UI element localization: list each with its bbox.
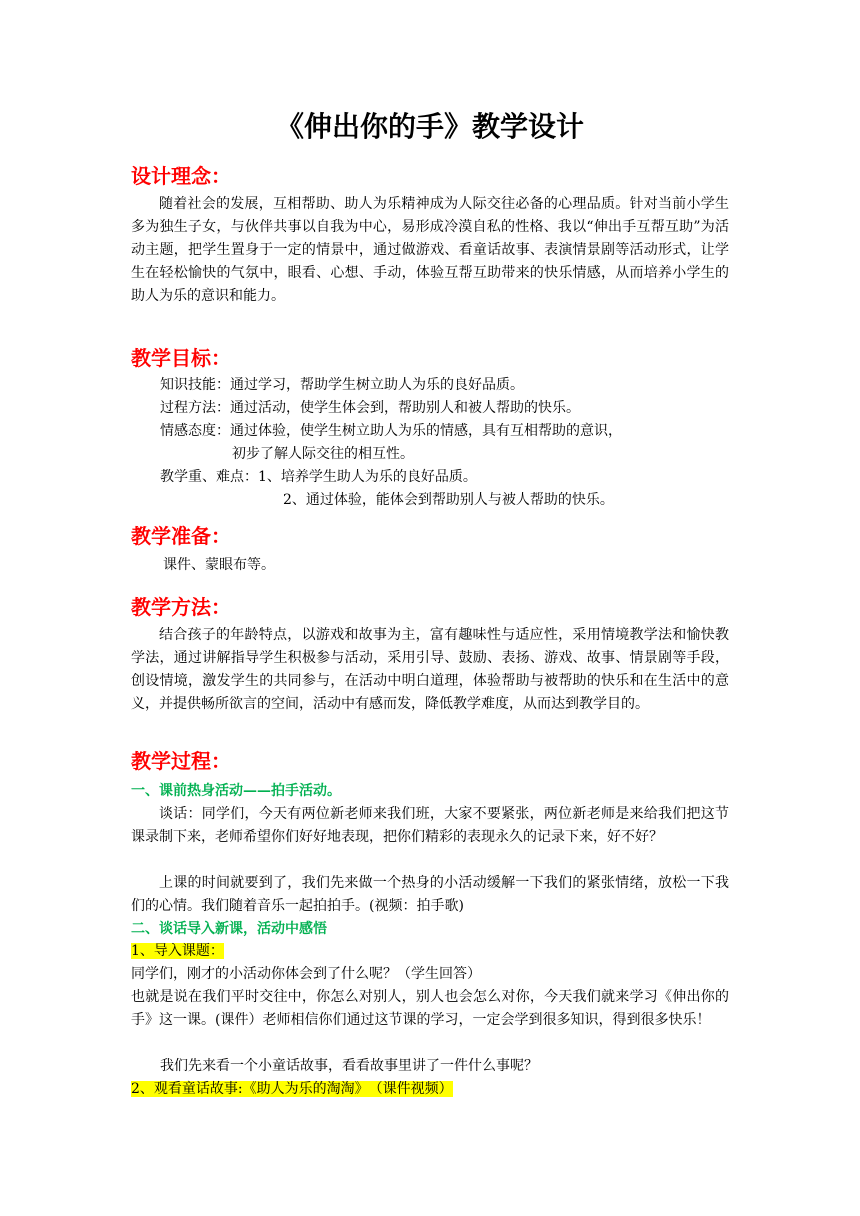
procedure-step2-title	[131, 1078, 453, 1101]
goal-emotion-line1: 情感态度：通过体验，使学生树立助人为乐的情感，具有互相帮助的意识，	[160, 423, 622, 439]
goal-key-point-2: 2、通过体验，能体会到帮助别人与被人帮助的快乐。	[283, 492, 614, 508]
heading-procedure: 教学过程：	[131, 749, 231, 773]
procedure-part1-title: 一、课前热身活动——拍手活动。	[131, 783, 341, 799]
procedure-step1-paragraph: 也就是说在我们平时交往中，你怎么对别人，别人也会怎么对你，今天我们就来学习《伸出你的手》这一课。(课件）老师相信你们通过这节课的学习，一定会学到很多知识，得到很多快乐！	[131, 989, 729, 1028]
step1-highlight: 1、导入课题：	[131, 943, 224, 959]
procedure-step1-title	[131, 940, 224, 963]
procedure-part1-paragraph2: 上课的时间就要到了，我们先来做一个热身的小活动缓解一下我们的紧张情绪，放松一下我们的心情。我们随着音乐一起拍拍手。(视频：拍手歌)	[131, 875, 729, 914]
paragraph-methods: 结合孩子的年龄特点，以游戏和故事为主，富有趣味性与适应性，采用情境教学法和愉快教学法，通过讲解指导学生积极参与活动，采用引导、鼓励、表扬、游戏、故事、情景剧等手段，创设情境，激发学生的共同参与，在活动中明白道理，体验帮助与被帮助的快乐和在生活中的意义，并提供畅所欲言的空间，活动中有感而发，降低教学难度，从而达到教学目的。	[131, 627, 729, 712]
goal-process: 过程方法：通过活动，使学生体会到，帮助别人和被人帮助的快乐。	[160, 400, 580, 416]
heading-philosophy: 设计理念：	[131, 164, 231, 188]
procedure-part2-title: 二、谈话导入新课，活动中感悟	[131, 921, 327, 937]
goal-key-point-1: 教学重、难点：1、培养学生助人为乐的良好品质。	[160, 469, 477, 485]
procedure-step1-question: 同学们，刚才的小活动你体会到了什么呢？（学生回答）	[131, 966, 481, 982]
paragraph-philosophy: 随着社会的发展，互相帮助、助人为乐精神成为人际交往必备的心理品质。针对当前小学生多为独生子女，与伙伴共事以自我为中心，易形成冷漠自私的性格、我以“伸出手互帮互助”为活动主题，把学生置身于一定的情景中，通过做游戏、看童话故事、表演情景剧等活动形式，让学生在轻松愉快的气氛中，眼看、心想、手动，体验互帮互助带来的快乐情感，从而培养小学生的助人为乐的意识和能力。	[131, 196, 729, 304]
goal-emotion-line2: 初步了解人际交往的相互性。	[232, 446, 414, 462]
heading-methods: 教学方法：	[131, 595, 231, 619]
document-title: 《伸出你的手》教学设计	[275, 110, 584, 143]
goal-knowledge: 知识技能：通过学习，帮助学生树立助人为乐的良好品质。	[160, 377, 524, 393]
paragraph-preparation: 课件、蒙眼布等。	[163, 557, 275, 573]
step2-highlight: 2、观看童话故事:《助人为乐的淘淘》 （课件视频）	[131, 1081, 453, 1097]
heading-goals: 教学目标：	[131, 346, 231, 370]
procedure-part1-paragraph1: 谈话：同学们，今天有两位新老师来我们班，大家不要紧张，两位新老师是来给我们把这节课录制下来，老师希望你们好好地表现，把你们精彩的表现永久的记录下来，好不好？	[131, 806, 729, 845]
procedure-step1-story: 我们先来看一个小童话故事，看看故事里讲了一件什么事呢？	[160, 1058, 538, 1074]
heading-preparation: 教学准备：	[131, 524, 231, 548]
